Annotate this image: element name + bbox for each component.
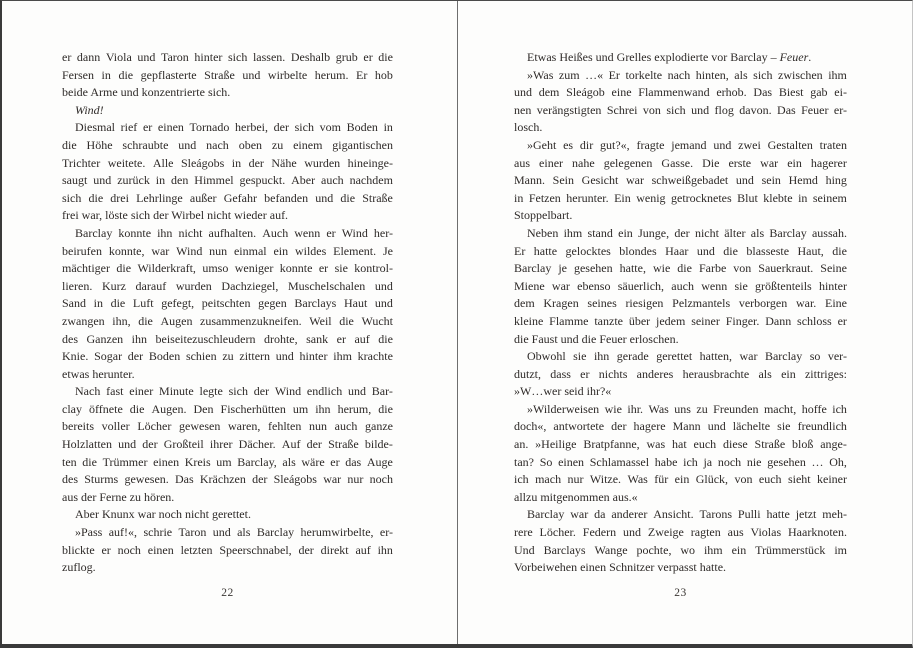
text-line: mächtiger die Wilderkraft, umso weniger konnte er sie kontrol- <box>62 261 393 276</box>
text-line: Vorbeiwehen einen Schnitzer verpasst hatte. <box>514 560 727 575</box>
text-line: ten die Trümmer einen Kreis um Barclay, als wäre er das Auge <box>62 454 393 469</box>
text-line: Diesmal rief er einen Tornado herbei, der sich vom Boden in <box>75 120 393 135</box>
text-line: in Fetzen herunter. Ein wenig getrocknetes Blut klebte in seinem <box>514 190 847 205</box>
text-line: dutzt, dass er nichts anderes herausbrachte als ein zittriges: <box>514 366 847 381</box>
text-line: Und Barclays Wange pochte, wo ihm ein Trümmerstück im <box>514 542 847 557</box>
text-line: rere Löcher. Federn und Zweige ragten aus Violas Haarknoten. <box>514 525 847 540</box>
text-line: Wind! <box>75 102 104 117</box>
text-line: Neben ihm stand ein Junge, der nicht älter als Barclay aussah. <box>527 225 847 240</box>
page-left-text <box>62 49 393 577</box>
text-line: ich mach nur Witze. Was für ein Glück, von euch sieht keiner <box>514 472 847 487</box>
text-line: Nach fast einer Minute legte sich der Wind endlich und Bar- <box>75 384 393 399</box>
text-line: Er hatte gelocktes blondes Haar und die blasseste Haut, die <box>514 243 847 258</box>
text-line: beirufen konnte, war Wind nun einmal ein wildes Element. Je <box>62 243 393 258</box>
text-line: Sand in die Luft gefegt, peitschten gegen Barclays Haut und <box>62 296 393 311</box>
text-line: kleine Flamme tanzte über jedem seiner Finger. Dann schloss er <box>514 313 847 328</box>
page-gutter-divider <box>457 1 458 644</box>
text-line: des Sturms gewesen. Das Krächzen der Sleágobs war nur noch <box>62 472 393 487</box>
text-line: Aber Knunx war noch nicht gerettet. <box>75 507 251 522</box>
text-line: Stoppelbart. <box>514 208 573 223</box>
text-line: Miene war ebenso säuerlich, auch wenn sie größtenteils hinter <box>514 278 847 293</box>
text-line: saugt und zurück in den Himmel gespuckt. Aber auch nachdem <box>62 173 393 188</box>
text-line: bereits voller Löcher gewesen waren, fehlten nun auch ganze <box>62 419 393 434</box>
text-line: clay öffnete die Augen. Den Fischerhütten um ihn herum, die <box>62 401 393 416</box>
text-line: Mann. Sein Gesicht war schweißgebadet und sein Hemd hing <box>514 173 847 188</box>
text-line: Etwas Heißes und Grelles explodierte vor Barclay – Feuer. <box>527 50 812 64</box>
text-line: an. »Heilige Bratpfanne, was hat euch diese Straße bloß ange- <box>514 437 847 452</box>
text-line: »W…wer seid ihr?« <box>514 384 612 399</box>
text-line: Barclay war da anderer Ansicht. Tarons Pulli hatte jetzt meh- <box>527 507 847 522</box>
text-line: er dann Viola und Taron hinter sich lassen. Deshalb grub er die <box>62 50 393 64</box>
text-line: Knie. Sogar der Boden schien zu zittern und hinter ihm krachte <box>62 349 393 364</box>
text-line: nen verängstigten Schrei von sich und flog davon. Das Feuer er- <box>514 102 847 117</box>
text-line: Barclay konnte ihn nicht aufhalten. Auch wenn er Wind her- <box>75 225 393 240</box>
text-line: »Geht es dir gut?«, fragte jemand und zwei Gestalten traten <box>527 137 847 152</box>
text-line: tan? So einen Schlamassel habe ich ja noch nie gesehen … Oh, <box>514 454 847 469</box>
text-line: des Ganzen ihn beiseitezuschleudern drohte, sank er auf die <box>62 331 393 346</box>
text-line: doch«, antwortete der hagere Mann und lächelte sie freundlich <box>514 419 847 434</box>
text-line: losch. <box>514 120 543 135</box>
text-line: Fersen in die gepflasterte Straße und wirbelte herum. Er hob <box>62 67 393 82</box>
text-line: Barclay je gesehen hatte, wie die Farbe von Sauerkraut. Seine <box>514 261 847 276</box>
text-line: lieren. Kurz darauf wurden Dachziegel, Muschelschalen und <box>62 278 393 293</box>
text-line: und dem Sleágob eine Flammenwand erhob. Das Biest gab ei- <box>514 85 847 100</box>
text-line: aus der Ferne zu hören. <box>62 489 175 504</box>
text-line: dem Kragen seines riesigen Pelzmantels verborgen war. Eine <box>514 296 847 311</box>
text-line: aus einer nahe gelegenen Gasse. Die erste war ein hagerer <box>514 155 847 170</box>
text-line: zwangen ihn, die Augen zusammenzukneifen. Weil die Wucht <box>62 313 393 328</box>
text-line: blickte er noch einen letzten Speerschnabel, der direkt auf ihn <box>62 542 393 557</box>
page-number-right: 23 <box>674 587 687 599</box>
text-line: etwas herunter. <box>62 366 135 381</box>
text-line: »Wilderweisen wie ihr. Was uns zu Freunden macht, hoffe ich <box>527 401 847 416</box>
text-line: die Faust und die Feuer erloschen. <box>514 331 679 346</box>
text-line: allzu mitgenommen aus.« <box>514 489 638 504</box>
text-line: beide Arme und konzentrierte sich. <box>62 85 231 100</box>
text-line: zuflog. <box>62 560 96 575</box>
text-line: frei war, löste sich der Wirbel nicht wieder auf. <box>62 208 289 223</box>
page-number-left: 22 <box>221 587 234 599</box>
text-line: Obwohl sie ihn gerade gerettet hatten, war Barclay so ver- <box>527 349 847 364</box>
text-line: die Höhe schraubte und nach oben zu einem gigantischen <box>62 137 393 152</box>
text-line: »Pass auf!«, schrie Taron und als Barclay herumwirbelte, er- <box>75 525 393 540</box>
text-line: sich die drei Lehrlinge außer Gefahr befanden und die Straße <box>62 190 393 205</box>
text-line: Trichter weitete. Alle Sleágobs in der Nähe wurden hineinge- <box>62 155 393 170</box>
text-line: »Was zum …« Er torkelte nach hinten, als sich zwischen ihm <box>527 67 847 82</box>
page-right-text <box>514 49 847 577</box>
text-line: Holzlatten und der Großteil ihrer Dächer. Auf der Straße bilde- <box>62 437 393 452</box>
